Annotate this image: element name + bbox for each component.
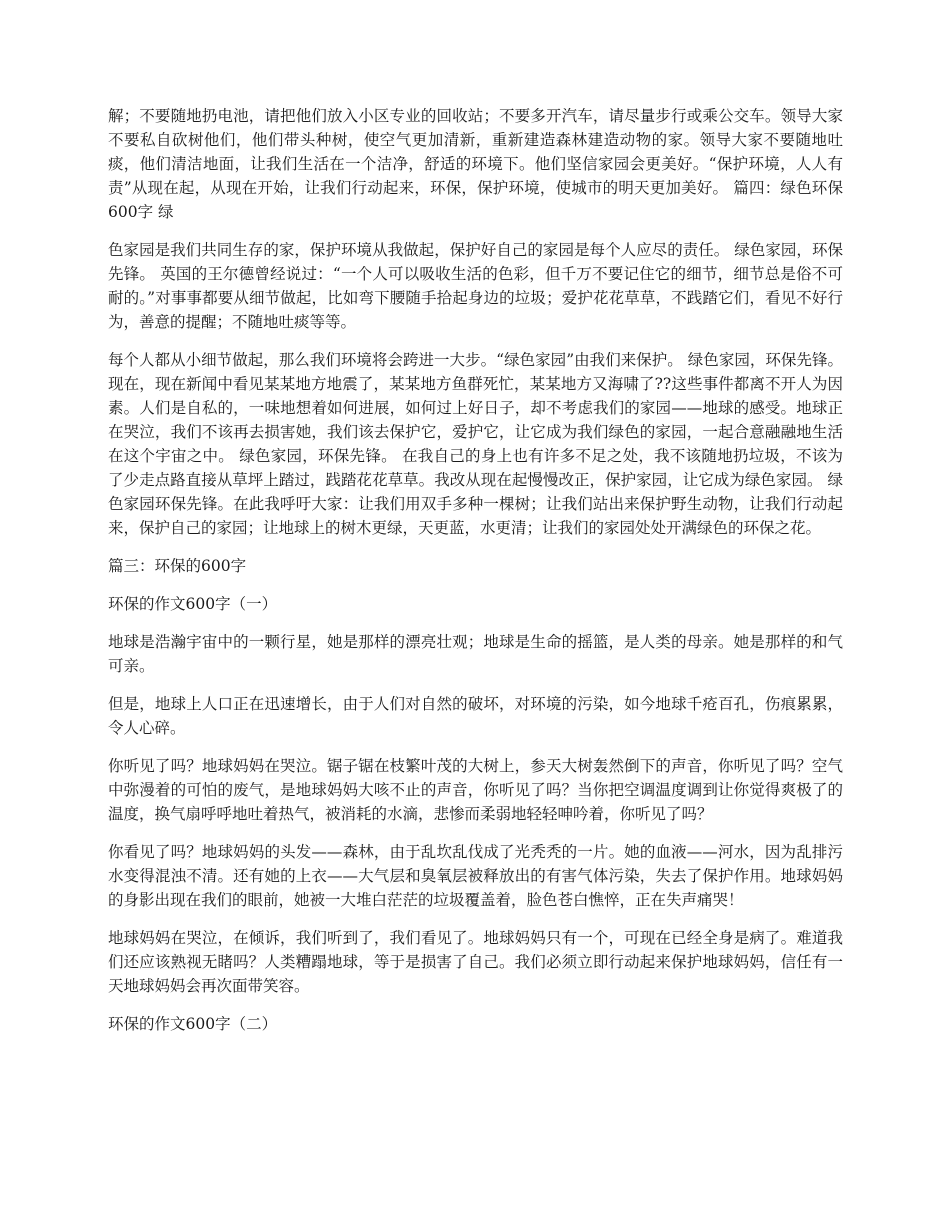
paragraph-population: 但是，地球上人口正在迅速增长，由于人们对自然的破坏，对环境的污染，如今地球千疮百孔，伤痕累累，令人心碎。 [108,695,843,737]
paragraph-earth-crying: 地球妈妈在哭泣，在倾诉，我们听到了，我们看见了。地球妈妈只有一个，可现在已经全身是病了。难道我们还应该熟视无睹吗？人类糟蹋地球，等于是损害了自己。我们必须立即行动起来保护地球妈妈，信任有一天地球妈妈会再次面带笑容。 [108,929,843,995]
document-page [108,104,843,1050]
paragraph-intro: 解；不要随地扔电池，请把他们放入小区专业的回收站；不要多开汽车，请尽量步行或乘公交车。领导大家不要私自砍树他们，他们带头种树，使空气更加清新，重新建造森林建造动物的家。领导大家不要随地吐痰，他们清洁地面，让我们生活在一个洁净，舒适的环境下。他们坚信家园会更美好。“保护环境，人人有责”从现在起，从现在开始，让我们行动起来，环保，保护环境，使城市的明天更加美好。 篇四：绿色环保600字 绿 [108,107,843,221]
paragraph-did-you-see: 你看见了吗？地球妈妈的头发——森林，由于乱坎乱伐成了光秃秃的一片。她的血液——河水，因为乱排污水变得混浊不清。还有她的上衣——大气层和臭氧层被释放出的有害气体污染，失去了保护作用。地球妈妈的身影出现在我们的眼前，她被一大堆白茫茫的垃圾覆盖着，脸色苍白憔悴，正在失声痛哭！ [108,843,843,909]
section-heading-part-three: 篇三：环保的600字 [108,557,247,575]
paragraph-green-home: 色家园是我们共同生存的家，保护环境从我做起，保护好自己的家园是每个人应尽的责任。 绿色家园，环保先锋。 英国的王尔德曾经说过：“一个人可以吸收生活的色彩，但千万不要记住它的细节，细节总是俗不可耐的。”对事事都要从细节做起，比如弯下腰随手拾起身边的垃圾；爱护花花草草，不践踏它们，看见不好行为，善意的提醒；不随地吐痰等等。 [108,241,843,331]
paragraph-did-you-hear: 你听见了吗？地球妈妈在哭泣。锯子锯在枝繁叶茂的大树上，参天大树轰然倒下的声音，你听见了吗？空气中弥漫着的可怕的废气，是地球妈妈大咳不止的声音，你听见了吗？当你把空调温度调到让你觉得爽极了的温度，换气扇呼呼地吐着热气，被消耗的水滴，悲惨而柔弱地轻轻呻吟着，你听见了吗？ [108,757,843,823]
essay-heading-one: 环保的作文600字（一） [108,595,278,613]
paragraph-small-details: 每个人都从小细节做起，那么我们环境将会跨进一大步。“绿色家园”由我们来保护。 绿色家园，环保先锋。 现在，现在新闻中看见某某地方地震了，某某地方鱼群死忙，某某地方又海啸了??这些事件都离不开人为因素。人们是自私的，一味地想着如何进展，如何过上好日子，却不考虑我们的家园——地球的感受。地球正在哭泣，我们不该再去损害她，我们该去保护它，爱护它，让它成为我们绿色的家园，一起合意融融地生活在这个宇宙之中。 绿色家园，环保先锋。 在我自己的身上也有许多不足之处，我不该随地扔垃圾，不该为了少走点路直接从草坪上踏过，践踏花花草草。我改从现在起慢慢改正，保护家园，让它成为绿色家园。 绿色家园环保先锋。在此我呼吁大家：让我们用双手多种一棵树；让我们站出来保护野生动物，让我们行动起来，保护自己的家园；让地球上的树木更绿，天更蓝，水更清；让我们的家园处处开满绿色的环保之花。 [108,351,843,537]
paragraph-earth-planet: 地球是浩瀚宇宙中的一颗行星，她是那样的漂亮壮观；地球是生命的摇篮，是人类的母亲。她是那样的和气可亲。 [108,633,843,675]
essay-heading-two: 环保的作文600字（二） [108,1015,278,1033]
